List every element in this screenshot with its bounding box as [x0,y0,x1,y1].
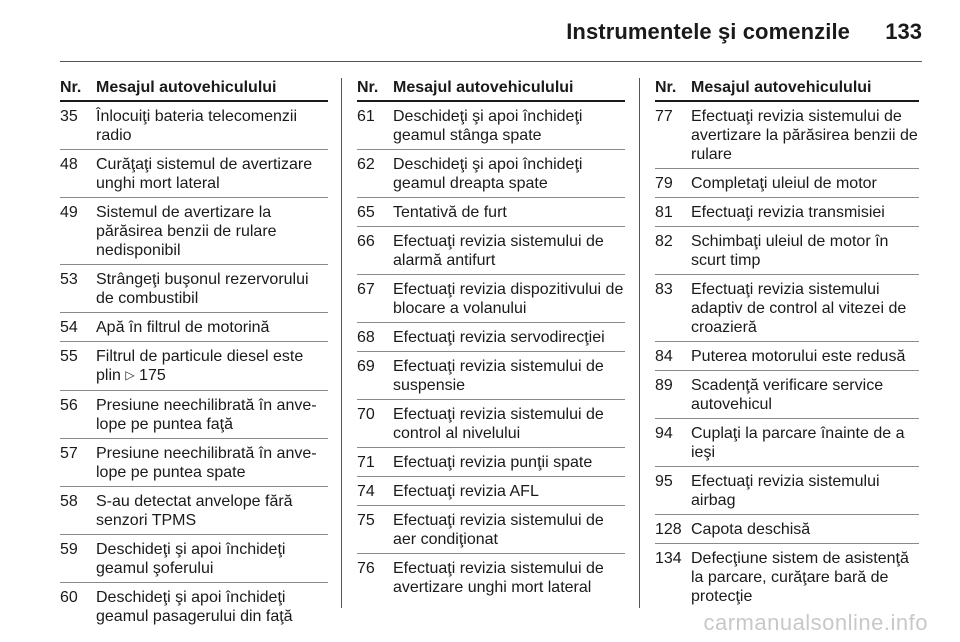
message-text-cell [96,492,328,530]
message-number: 67 [357,281,375,298]
table-row [357,448,625,477]
table-row [60,102,328,150]
table-row [357,275,625,323]
message-text-cell [691,232,919,270]
message-text-cell [393,107,625,145]
message-text-cell [96,396,328,434]
message-text: Presiune neechilibrată în anve-lope pe puntea faţă [96,397,317,433]
header-nr: Nr. [357,79,379,96]
column-divider [341,78,342,608]
message-text-cell [96,107,328,145]
page-reference-triangle-icon: ▷ [125,368,135,382]
message-text-cell [691,174,919,193]
message-number: 134 [655,550,682,567]
table-column-1 [60,78,328,630]
message-number: 58 [60,493,78,510]
message-text: Cuplaţi la parcare înainte de a ieşi [691,425,905,461]
message-text-cell [393,155,625,193]
header-message: Mesajul autovehiculului [96,79,277,96]
message-text-cell [96,155,328,193]
message-text: Efectuaţi revizia sistemului de avertizare la părăsirea benzii de rulare [691,108,918,163]
message-text: Efectuaţi revizia sistemului de alarmă antifurt [393,233,604,269]
message-text: Efectuaţi revizia sistemului de aer condiţionat [393,512,604,548]
message-text: Curăţaţi sistemul de avertizare unghi mort lateral [96,156,313,192]
message-text: Efectuaţi revizia sistemului adaptiv de control al vitezei de croazieră [691,281,907,336]
header-message: Mesajul autovehiculului [691,79,872,96]
message-text-cell [393,203,625,222]
table-rows [655,102,919,610]
table-row [60,150,328,198]
table-row [60,583,328,630]
message-number: 69 [357,358,375,375]
message-number: 83 [655,281,673,298]
table-row [655,371,919,419]
page-header [0,0,960,62]
message-number: 59 [60,541,78,558]
message-text-cell [96,588,328,626]
message-number: 74 [357,483,375,500]
message-text: Schimbaţi uleiul de motor în scurt timp [691,233,889,269]
table-row [357,352,625,400]
message-text-cell [393,511,625,549]
message-text: Efectuaţi revizia sistemului de avertizare unghi mort lateral [393,560,604,596]
message-number: 84 [655,348,673,365]
table-row [655,544,919,610]
header-nr: Nr. [60,79,82,96]
message-text: Apă în filtrul de motorină [96,319,270,336]
message-number: 68 [357,329,375,346]
message-number: 53 [60,271,78,288]
header-message: Mesajul autovehiculului [393,79,574,96]
message-text-cell [393,232,625,270]
message-number: 82 [655,233,673,250]
message-number: 35 [60,108,78,125]
table-row [357,506,625,554]
message-number: 56 [60,397,78,414]
message-text: Efectuaţi revizia dispozitivului de blocare a volanului [393,281,624,317]
message-number: 75 [357,512,375,529]
message-number: 49 [60,204,78,221]
message-text: Completaţi uleiul de motor [691,175,877,192]
message-text-cell [691,376,919,414]
message-text: Deschideţi şi apoi închideţi geamul şoferului [96,541,286,577]
table-row [60,535,328,583]
table-row [357,554,625,601]
table-row [655,342,919,371]
message-text: Efectuaţi revizia sistemului airbag [691,473,880,509]
message-text: Sistemul de avertizare la părăsirea benzii de rulare nedisponibil [96,204,277,259]
message-number: 81 [655,204,673,221]
message-number: 55 [60,348,78,365]
message-text: Deschideţi şi apoi închideţi geamul dreapta spate [393,156,583,192]
message-text-cell [96,203,328,260]
table-header [357,78,625,102]
table-row [60,391,328,439]
message-number: 62 [357,156,375,173]
message-text-cell [691,280,919,337]
header-nr: Nr. [655,79,677,96]
message-text-cell [393,559,625,597]
table-header [60,78,328,102]
table-row [655,102,919,169]
table-row [357,227,625,275]
table-row [357,400,625,448]
message-number: 128 [655,521,682,538]
message-number: 65 [357,204,375,221]
message-text-cell [691,472,919,510]
message-text: Efectuaţi revizia sistemului de control al nivelului [393,406,604,442]
table-row [60,265,328,313]
table-row [655,198,919,227]
table-row [60,342,328,391]
table-row [655,169,919,198]
message-text-cell [691,347,919,366]
message-text-cell [393,328,625,347]
table-row [357,198,625,227]
message-text-cell [96,347,328,386]
message-text: Efectuaţi revizia servodirecţiei [393,329,605,346]
table-column-2 [357,78,625,601]
table-row [60,439,328,487]
message-text: Efectuaţi revizia sistemului de suspensie [393,358,604,394]
table-row [655,275,919,342]
column-divider [639,78,640,608]
message-number: 60 [60,589,78,606]
message-number: 77 [655,108,673,125]
message-number: 71 [357,454,375,471]
page-number: 133 [885,19,922,44]
message-number: 48 [60,156,78,173]
header-divider [60,61,922,62]
message-text: Puterea motorului este redusă [691,348,906,365]
message-text-cell [691,549,919,606]
table-row [357,323,625,352]
message-number: 54 [60,319,78,336]
message-text: Defecţiune sistem de asistenţă la parcare, curăţare bară de protecţie [691,550,909,605]
table-row [357,477,625,506]
page-title: Instrumentele şi comenzile [566,19,850,44]
message-text-cell [393,280,625,318]
message-text-cell [393,357,625,395]
message-number: 95 [655,473,673,490]
table-row [60,198,328,265]
table-row [655,467,919,515]
message-number: 70 [357,406,375,423]
table-rows [60,102,328,630]
message-number: 57 [60,445,78,462]
message-text-cell [96,318,328,337]
message-text-cell [96,540,328,578]
message-text-cell [393,453,625,472]
message-text: Strângeţi buşonul rezervorului de combustibil [96,271,309,307]
message-text: Scadenţă verificare service autovehicul [691,377,884,413]
message-text: Tentativă de furt [393,204,507,221]
message-text: Efectuaţi revizia transmisiei [691,204,885,221]
message-text: Filtrul de particule diesel este plin [96,348,304,384]
table-row [357,150,625,198]
message-number: 76 [357,560,375,577]
table-row [655,227,919,275]
message-text: Presiune neechilibrată în anve-lope pe puntea spate [96,445,317,481]
table-rows [357,102,625,601]
watermark: carmanualsonline.info [703,610,928,635]
message-text: Efectuaţi revizia AFL [393,483,539,500]
message-text: Înlocuiţi bateria telecomenzii radio [96,108,297,144]
message-number: 79 [655,175,673,192]
message-text: Capota deschisă [691,521,811,538]
table-row [357,102,625,150]
message-text-cell [691,203,919,222]
table-row [60,313,328,342]
message-text-cell [691,107,919,164]
message-text: Efectuaţi revizia punţii spate [393,454,593,471]
message-text-cell [691,424,919,462]
table-row [655,419,919,467]
table-row [655,515,919,544]
message-number: 61 [357,108,375,125]
message-text-cell [691,520,919,539]
table-column-3 [655,78,919,610]
message-text-cell [96,444,328,482]
message-text: S-au detectat anvelope fără senzori TPMS [96,493,293,529]
message-number: 94 [655,425,673,442]
message-number: 66 [357,233,375,250]
table-header [655,78,919,102]
table-row [60,487,328,535]
page-reference-link[interactable]: 175 [139,367,166,384]
message-number: 89 [655,377,673,394]
message-text-cell [96,270,328,308]
message-text-cell [393,405,625,443]
message-text: Deschideţi şi apoi închideţi geamul stânga spate [393,108,583,144]
message-text-cell [393,482,625,501]
message-text: Deschideţi şi apoi închideţi geamul pasagerului din faţă [96,589,293,625]
